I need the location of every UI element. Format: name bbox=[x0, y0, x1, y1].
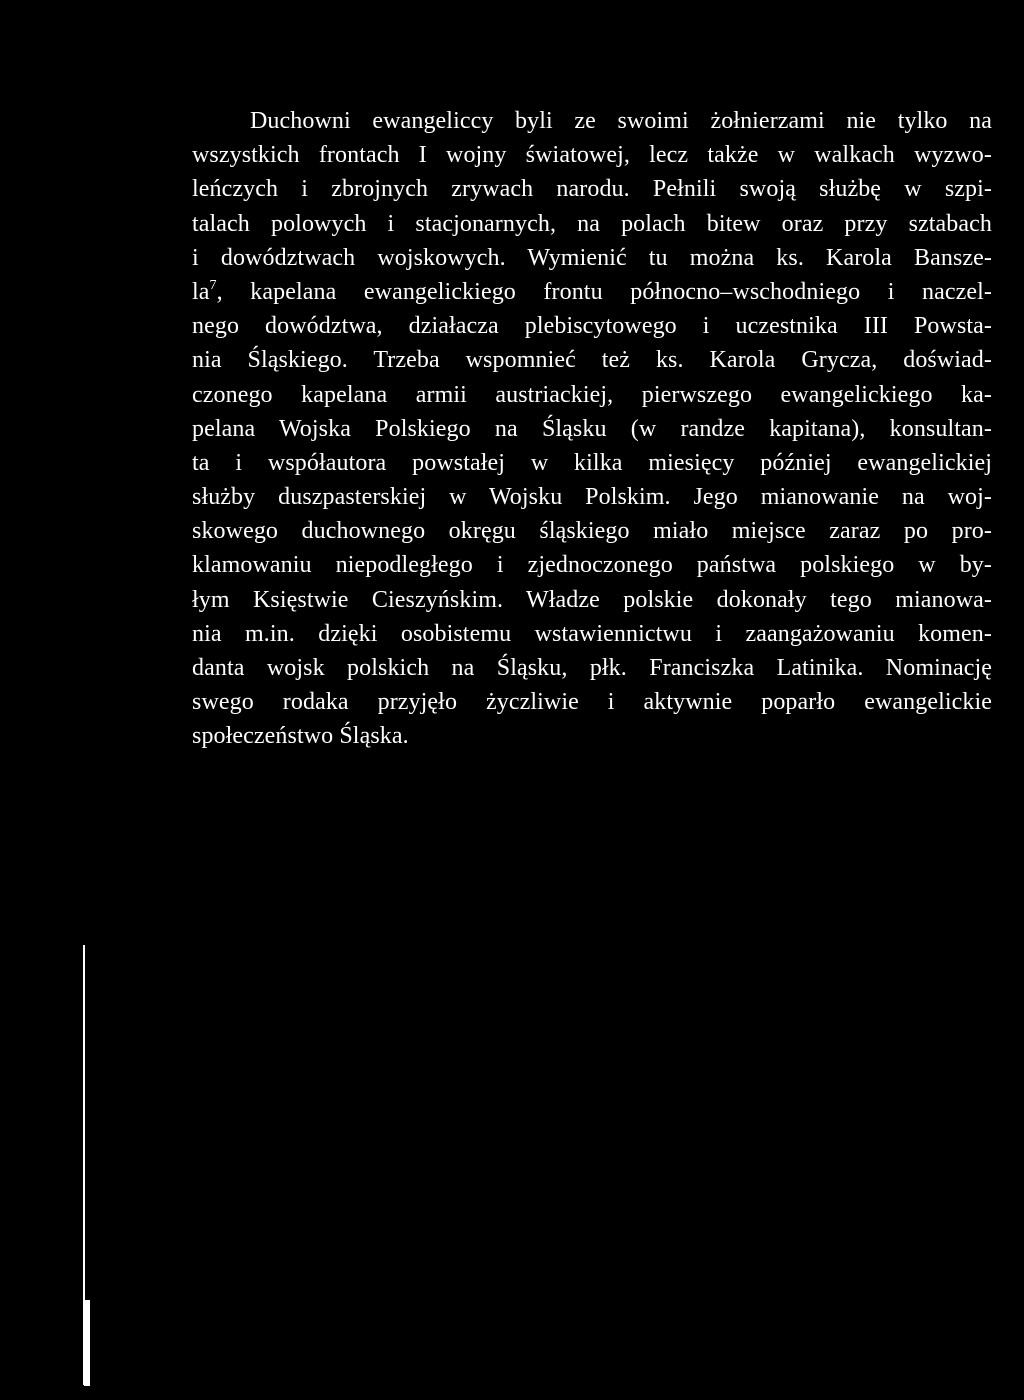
text-line: służby duszpasterskiej w Wojsku Polskim. Jego mianowanie na woj- bbox=[192, 484, 992, 511]
text-line: leńczych i zbrojnych zrywach narodu. Pełnili swoją służbę w szpi- bbox=[192, 176, 992, 203]
text-line: społeczeństwo Śląska. bbox=[192, 723, 409, 750]
text-line: talach polowych i stacjonarnych, na polach bitew oraz przy sztabach bbox=[192, 210, 992, 237]
text-line-with-footnote bbox=[192, 275, 992, 309]
text-line: nego dowództwa, działacza plebiscytowego i uczestnika III Powsta- bbox=[192, 313, 992, 340]
text-line: skowego duchownego okręgu śląskiego miało miejsce zaraz po pro- bbox=[192, 518, 992, 545]
text-line: klamowaniu niepodległego i zjednoczonego państwa polskiego w by- bbox=[192, 552, 992, 579]
text-line: czonego kapelana armii austriackiej, pierwszego ewangelickiego ka- bbox=[192, 381, 992, 408]
text-line: ta i współautora powstałej w kilka miesięcy później ewangelickiej bbox=[192, 449, 992, 476]
text-line: wszystkich frontach I wojny światowej, lecz także w walkach wyzwo- bbox=[192, 142, 992, 169]
text-line: i dowództwach wojskowych. Wymienić tu można ks. Karola Bansze- bbox=[192, 244, 992, 271]
text-fragment: la bbox=[192, 278, 210, 305]
text-fragment: , kapelana ewangelickiego frontu północno–wschodniego i naczel- bbox=[216, 278, 992, 305]
text-line: nia m.in. dzięki osobistemu wstawiennictwu i zaangażowaniu komen- bbox=[192, 620, 992, 647]
text-line: swego rodaka przyjęło życzliwie i aktywnie poparło ewangelickie bbox=[192, 689, 992, 716]
scan-edge-line bbox=[84, 1300, 90, 1386]
footnote-reference: 7 bbox=[209, 277, 217, 293]
text-line: nia Śląskiego. Trzeba wspomnieć też ks. Karola Grycza, doświad- bbox=[192, 347, 992, 374]
body-paragraph bbox=[192, 104, 992, 754]
text-line: łym Księstwie Cieszyńskim. Władze polskie dokonały tego mianowa- bbox=[192, 586, 992, 613]
text-line: Duchowni ewangeliccy byli ze swoimi żołnierzami nie tylko na bbox=[250, 108, 992, 134]
text-line: pelana Wojska Polskiego na Śląsku (w randze kapitana), konsultan- bbox=[192, 415, 992, 442]
text-line: danta wojsk polskich na Śląsku, płk. Franciszka Latinika. Nominację bbox=[192, 655, 992, 681]
